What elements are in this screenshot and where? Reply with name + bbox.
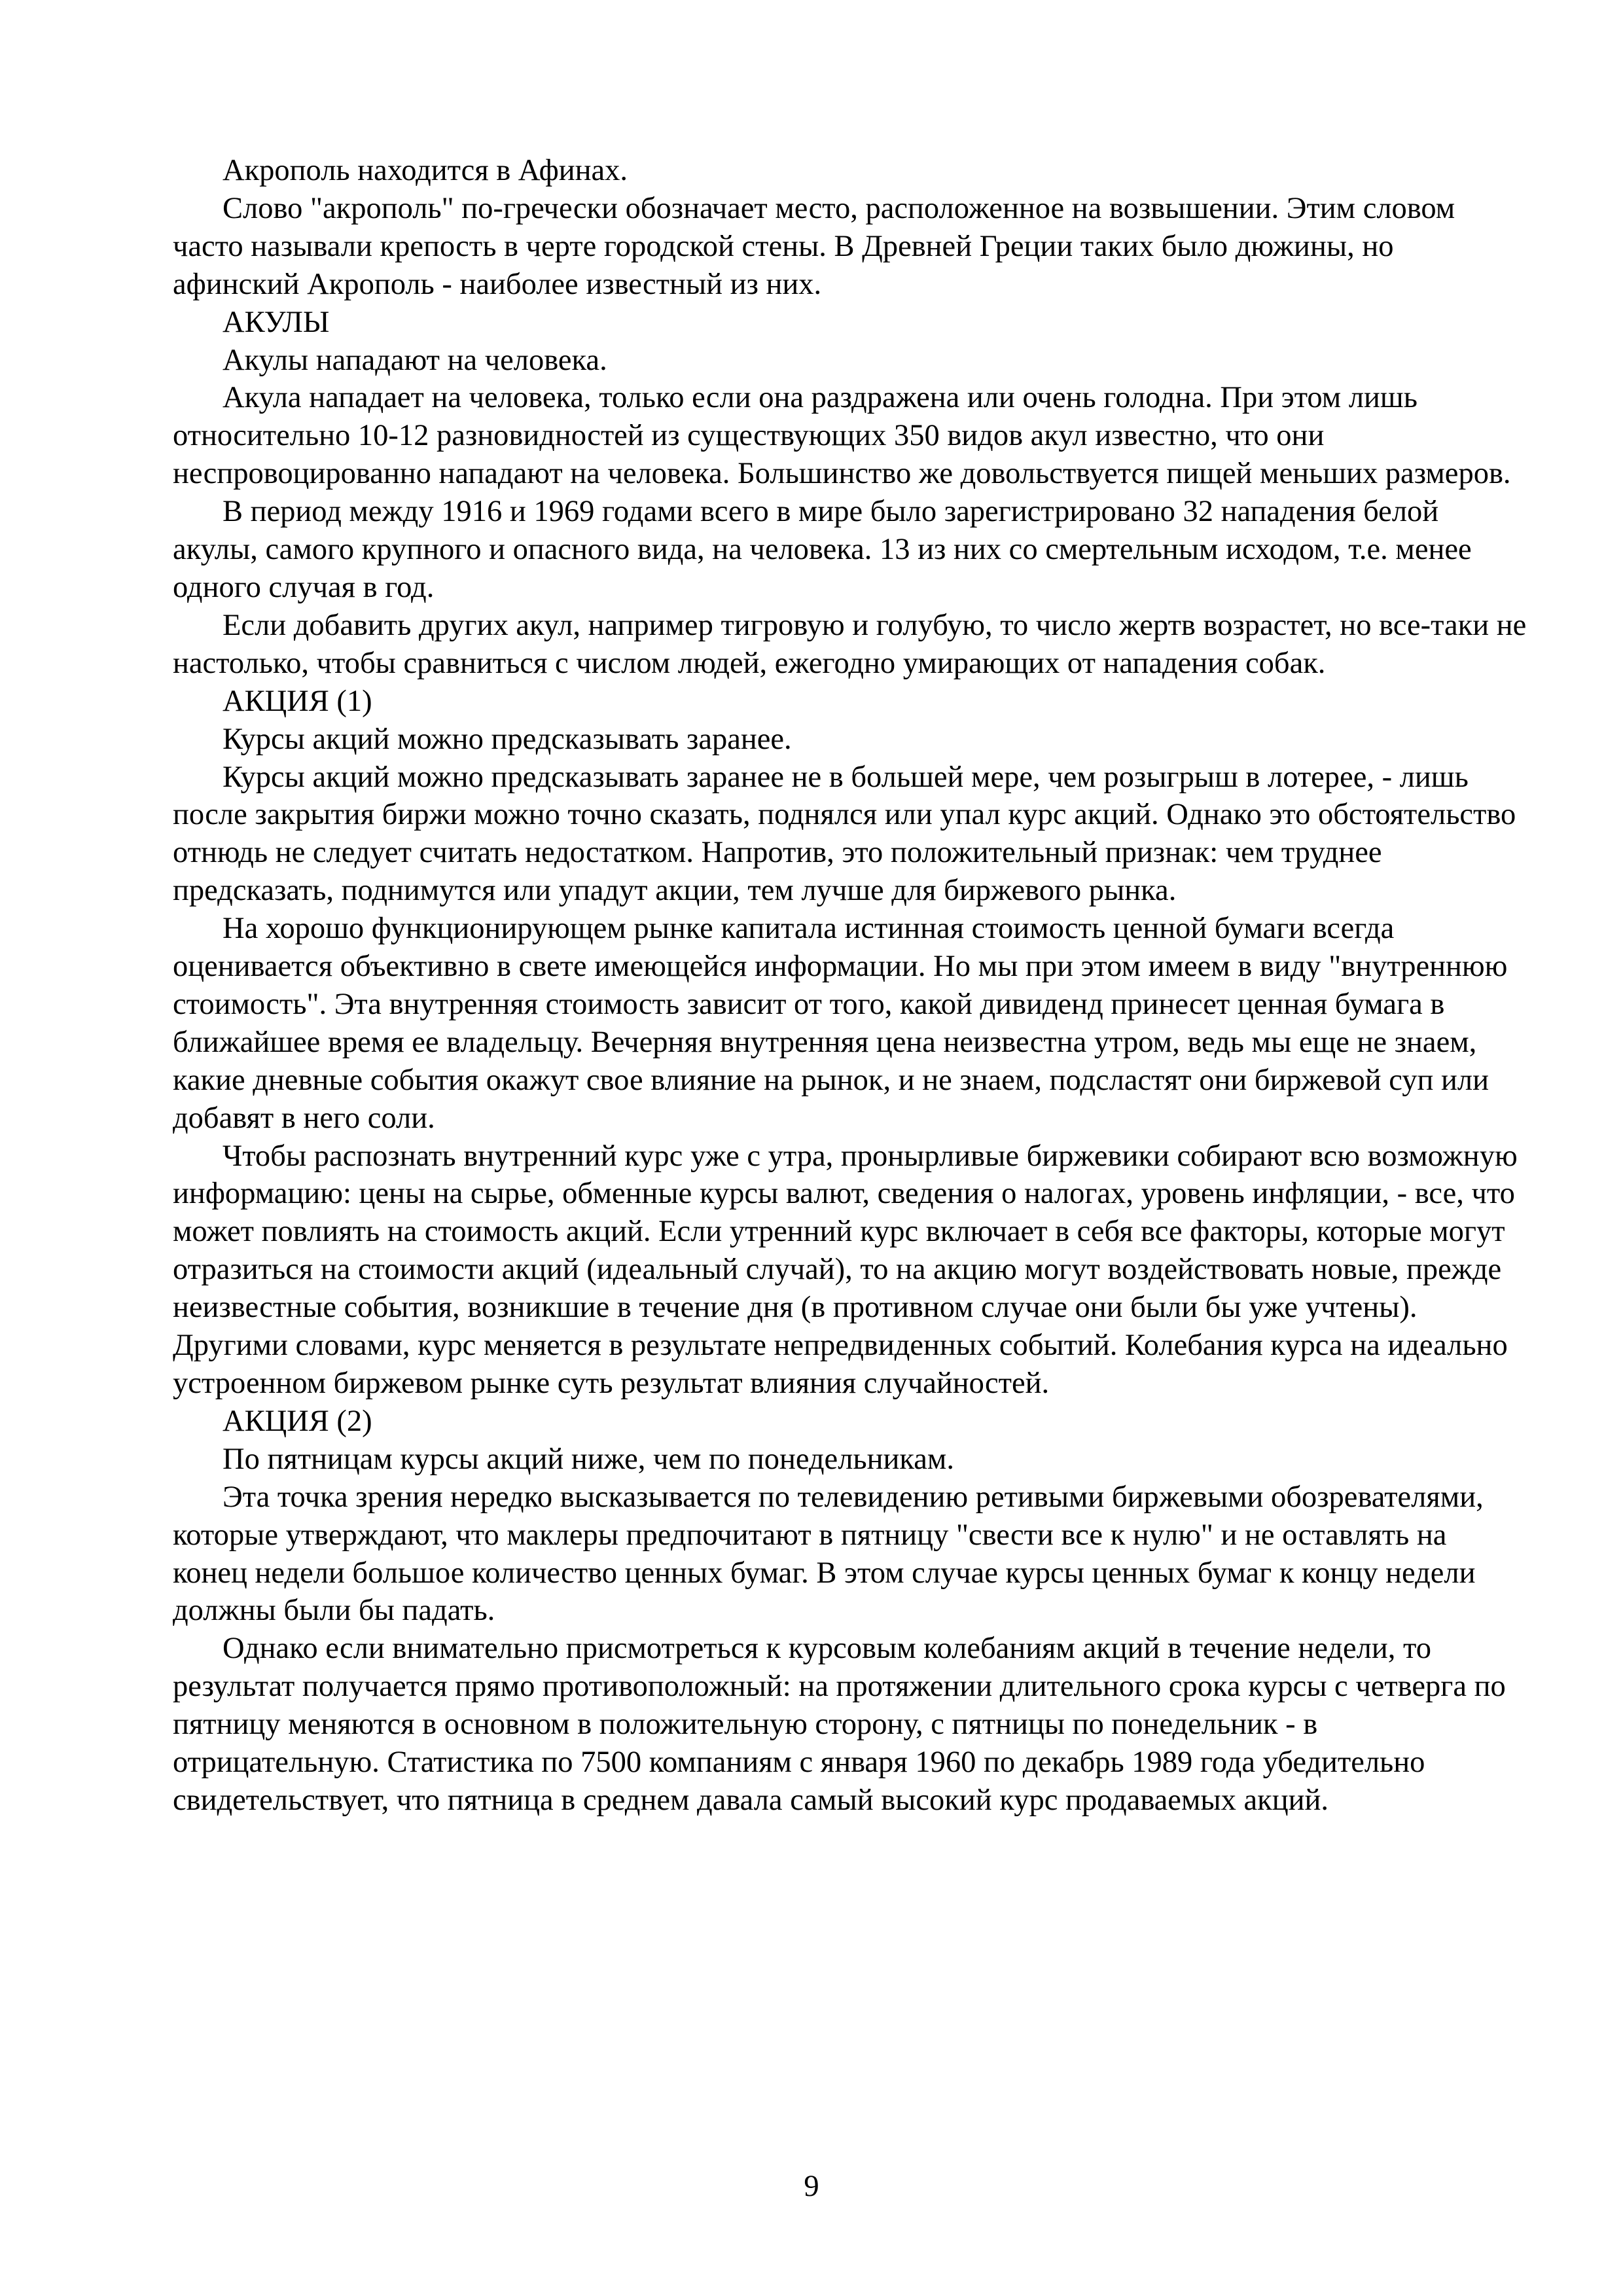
heading-stock-1: АКЦИЯ (1) [223, 684, 372, 718]
heading-stock-2: АКЦИЯ (2) [223, 1404, 372, 1438]
statement-stock-2: По пятницам курсы акций ниже, чем по понедельникам. [223, 1442, 954, 1476]
heading-sharks: АКУЛЫ [223, 305, 330, 339]
paragraph-sharks-2: В период между 1916 и 1969 годами всего в мире было зарегистрировано 32 нападения белой акулы, самого крупного и опасного вида, на человека. 13 из них со смертельным исходом, т.е. менее одного случая в год. [173, 495, 1472, 604]
paragraph-stock-2a: Эта точка зрения нередко высказывается по телевидению ретивыми биржевыми обозревателями, которые утверждают, что маклеры предпочитают в пятницу "свести все к нулю" и не оставлять на конец недели большое количество ценных бумаг. В этом случае курсы ценных бумаг к концу недели должны были бы падать. [173, 1480, 1484, 1628]
paragraph-stock-1c: Чтобы распознать внутренний курс уже с утра, пронырливые биржевики собирают всю возможную информацию: цены на сырье, обменные курсы валют, сведения о налогах, уровень инфляции, - все, что может повлиять на стоимость акций. Если утренний курс включает в себя все факторы, которые могут отразиться на стоимости акций (идеальный случай), то на акцию могут воздействовать новые, прежде неизвестные события, возникшие в течение дня (в противном случае они были бы уже учтены). Другими словами, курс меняется в результате непредвиденных событий. Колебания курса на идеально устроенном биржевом рынке суть результат влияния случайностей. [173, 1139, 1518, 1400]
page-number: 9 [804, 2170, 819, 2203]
statement-sharks: Акулы нападают на человека. [223, 343, 607, 377]
statement-stock-1: Курсы акций можно предсказывать заранее. [223, 722, 792, 756]
page-text [173, 152, 1527, 1820]
paragraph-stock-2b: Однако если внимательно присмотреться к курсовым колебаниям акций в течение недели, то результат получается прямо противоположный: на протяжении длительного срока курсы с четверга по пятницу меняются в основном в положительную сторону, с пятницы по понедельник - в отрицательную. Статистика по 7500 компаниям с января 1960 по декабрь 1989 года убедительно свидетельствует, что пятница в среднем давала самый высокий курс продаваемых акций. [173, 1632, 1506, 1817]
statement-acropolis: Акрополь находится в Афинах. [223, 154, 628, 187]
paragraph-stock-1a: Курсы акций можно предсказывать заранее не в большей мере, чем розыгрыш в лотерее, - лишь после закрытия биржи можно точно сказать, поднялся или упал курс акций. Однако это обстоятельство отнюдь не следует считать недостатком. Напротив, это положительный признак: чем труднее предсказать, поднимутся или упадут акции, тем лучше для биржевого рынка. [173, 760, 1516, 908]
paragraph-sharks-1: Акула нападает на человека, только если она раздражена или очень голодна. При этом лишь относительно 10-12 разновидностей из существующих 350 видов акул известно, что они неспровоцированно нападают на человека. Большинство же довольствуется пищей меньших размеров. [173, 381, 1511, 491]
paragraph-sharks-3: Если добавить других акул, например тигровую и голубую, то число жертв возрастет, но все-таки не настолько, чтобы сравниться с числом людей, ежегодно умирающих от нападения собак. [173, 608, 1527, 680]
paragraph-stock-1b: На хорошо функционирующем рынке капитала истинная стоимость ценной бумаги всегда оценивается объективно в свете имеющейся информации. Но мы при этом имеем в виду "внутреннюю стоимость". Эта внутренняя стоимость зависит от того, какой дивиденд принесет ценная бумага в ближайшее время ее владельцу. Вечерняя внутренняя цена неизвестна утром, ведь мы еще не знаем, какие дневные события окажут свое влияние на рынок, и не знаем, подсластят они биржевой суп или добавят в него соли. [173, 912, 1508, 1135]
paragraph-acropolis: Слово "акрополь" по-гречески обозначает место, расположенное на возвышении. Этим словом часто называли крепость в черте городской стены. В Древней Греции таких было дюжины, но афинский Акрополь - наиболее известный из них. [173, 191, 1455, 301]
